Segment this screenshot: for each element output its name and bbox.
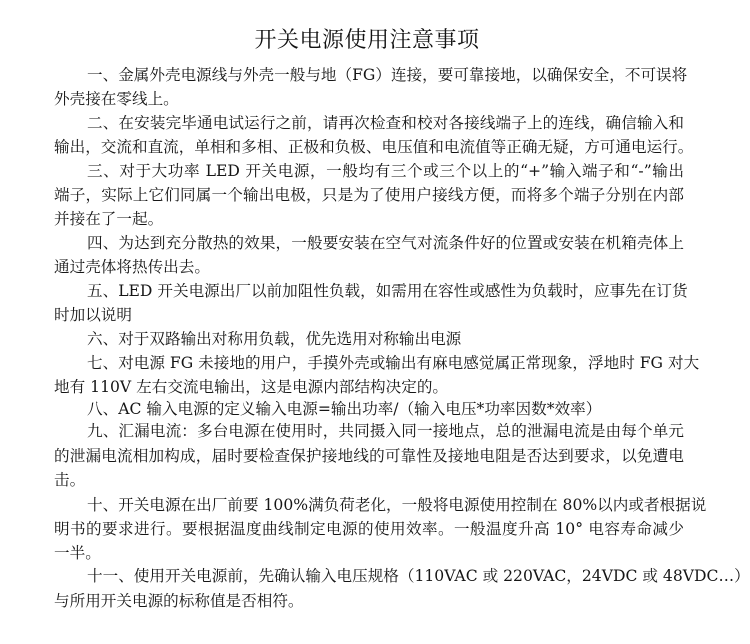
paragraph-line: 端子，实际上它们同属一个输出电极，只是为了使用户接线方便，而将多个端子分别在内部	[54, 186, 684, 204]
paragraph-line: 六、对于双路输出对称用负载，优先选用对称输出电源	[87, 330, 462, 348]
paragraph-line: 外壳接在零线上。	[54, 90, 179, 108]
paragraph-line: 并接在了一起。	[54, 210, 164, 228]
paragraph-line: 通过壳体将热传出去。	[54, 258, 210, 276]
paragraph-line: 二、在安装完毕通电试运行之前，请再次检查和校对各接线端子上的连线，确信输入和	[87, 114, 684, 132]
paragraph-line: 十一、使用开关电源前，先确认输入电压规格（110VAC 或 220VAC，24VDC 或 48VDC…）	[87, 567, 750, 585]
paragraph-line: 地有 110V 左右交流电输出，这是电源内部结构决定的。	[54, 378, 449, 396]
paragraph-line: 的泄漏电流相加构成，届时要检查保护接地线的可靠性及接地电阻是否达到要求，以免遭电	[54, 447, 684, 465]
paragraph-line: 九、汇漏电流：多台电源在使用时，共同摄入同一接地点，总的泄漏电流是由每个单元	[87, 422, 684, 440]
document-title: 开关电源使用注意事项	[254, 28, 480, 53]
paragraph-line: 一半。	[54, 544, 101, 562]
paragraph-line: 输出，交流和直流，单相和多相、正极和负极、电压值和电流值等正确无疑，方可通电运行。	[54, 138, 694, 156]
paragraph-line: 与所用开关电源的标称值是否相符。	[54, 592, 304, 610]
paragraph-line: 一、金属外壳电源线与外壳一般与地（FG）连接，要可靠接地，以确保安全，不可误将	[87, 66, 688, 84]
paragraph-line: 四、为达到充分散热的效果，一般要安装在空气对流条件好的位置或安装在机箱壳体上	[87, 234, 684, 252]
paragraph-line: 击。	[54, 471, 86, 489]
paragraph-line: 七、对电源 FG 未接地的用户，手摸外壳或输出有麻电感觉属正常现象，浮地时 FG 对大	[87, 354, 700, 372]
paragraph-line: 十、开关电源在出厂前要 100%满负荷老化，一般将电源使用控制在 80%以内或者根据说	[87, 496, 707, 514]
paragraph-line: 时加以说明	[54, 306, 132, 324]
paragraph-line: 明书的要求进行。要根据温度曲线制定电源的使用效率。一般温度升高 10° 电容寿命减少	[54, 520, 684, 538]
paragraph-line: 五、LED 开关电源出厂以前加阻性负载，如需用在容性或感性为负载时，应事先在订货	[87, 282, 688, 300]
paragraph-line: 八、AC 输入电源的定义输入电源=输出功率/（输入电压*功率因数*效率）	[87, 400, 602, 418]
paragraph-line: 三、对于大功率 LED 开关电源，一般均有三个或三个以上的“+”输入端子和“-”输出	[87, 162, 684, 180]
